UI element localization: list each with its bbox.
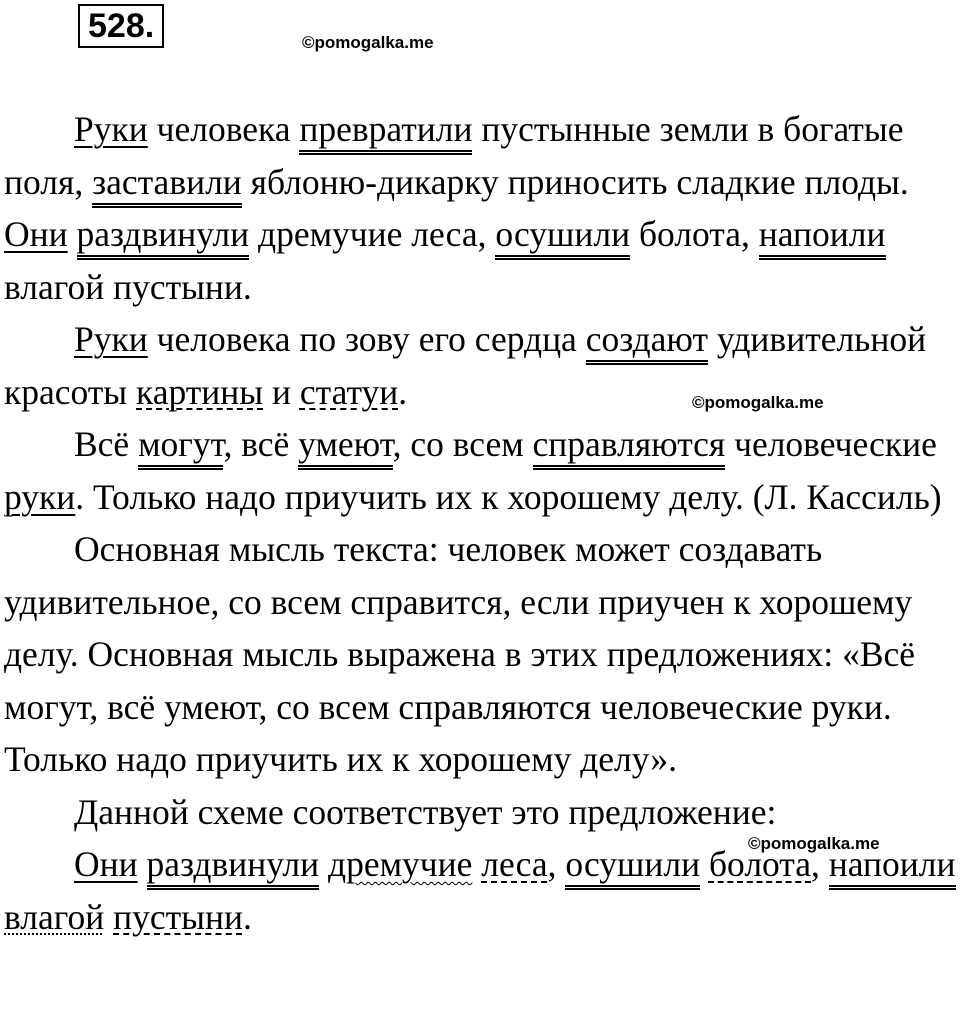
predicate-word: раздвинули [147,844,320,890]
object-word: леса [481,844,548,884]
predicate-word: создают [586,319,708,365]
subject-word: Они [74,844,138,884]
subject-word: Руки [74,109,148,149]
predicate-word: превратили [299,109,472,155]
exercise-text [4,103,956,943]
watermark-bottom: ©pomogalka.me [748,834,880,853]
object-word: влагой [4,896,105,937]
watermark-middle: ©pomogalka.me [692,393,824,412]
predicate-word: осушили [565,844,700,890]
subject-word: Они [4,214,68,254]
subject-word: Руки [74,319,148,359]
paragraph-5: Данной схеме соответствует это предложение: [74,791,777,832]
paragraph-2: Руки человека по зову его сердца создают удивительной красоты картины и статуи. [4,319,927,412]
predicate-word: осушили [495,214,630,260]
predicate-word: справляются [533,424,726,470]
paragraph-4: Основная мысль текста: человек может создавать удивительное, со всем справится, если приучен к хорошему делу. Основная мысль выражена в этих предложениях: «Всё могут, всё умеют, со всем справляются человеческие руки. Только надо приучить их к хорошему делу». [4,529,916,779]
predicate-word: напоили [759,214,886,260]
object-word: статуи [299,371,399,412]
watermark-top: ©pomogalka.me [302,33,434,52]
attribute-word: дремучие [328,844,473,884]
subject-word: руки [4,476,76,517]
paragraph-6: Они раздвинули дремучие леса, осушили болота, напоили влагой пустыни. [4,844,956,937]
object-word: картины [136,371,264,412]
predicate-word: раздвинули [77,214,250,260]
object-word: болота [708,844,812,884]
predicate-word: заставили [92,162,242,208]
paragraph-1: Руки человека превратили пустынные земли в богатые поля, заставили яблоню-дикарку приносить сладкие плоды. Они раздвинули дремучие леса, осушили болота, напоили влагой пустыни. [4,109,909,307]
exercise-number: 528. [78,4,164,48]
predicate-word: умеют [298,424,392,470]
object-word: пустыни [113,896,243,937]
predicate-word: могут [138,424,223,470]
predicate-word: напоили [829,844,956,890]
paragraph-3: Всё могут, всё умеют, со всем справляются человеческие руки. Только надо приучить их к хорошему делу. (Л. Кассиль) [4,424,942,517]
